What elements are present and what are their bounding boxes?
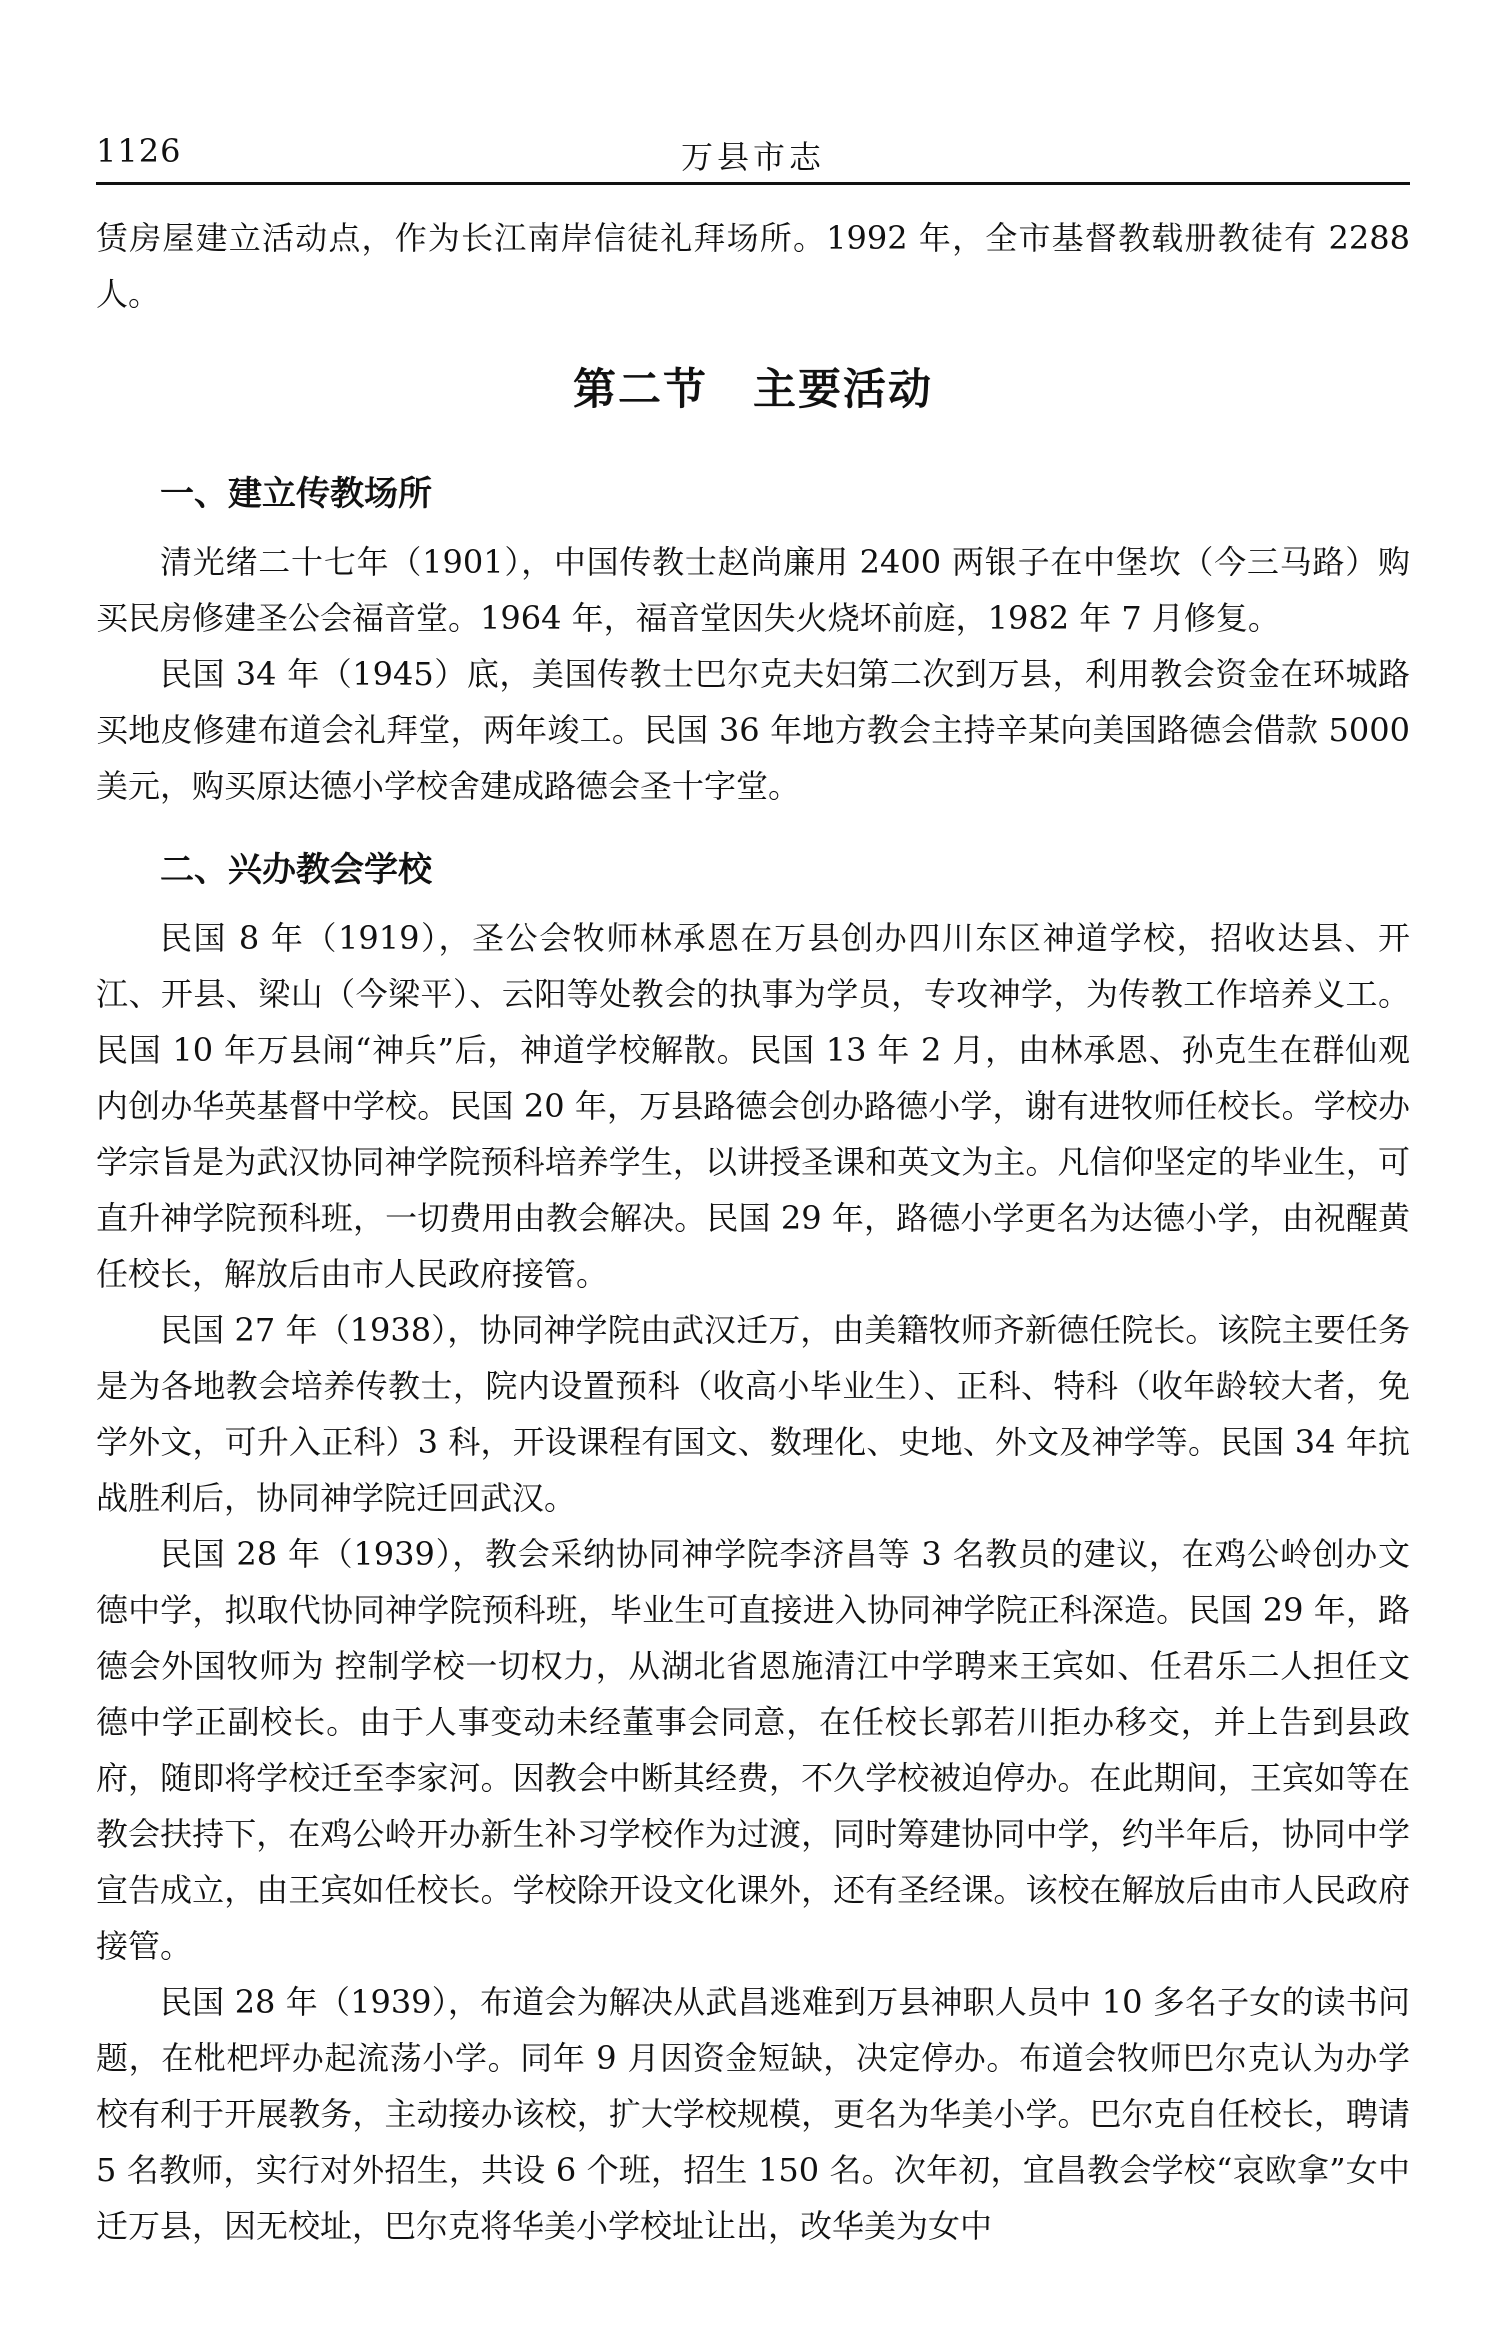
paragraph: 民国 28 年（1939），布道会为解决从武昌逃难到万县神职人员中 10 多名子女的读书问题，在枇杷坪办起流荡小学。同年 9 月因资金短缺，决定停办。布道会牧师巴尔克认为办学校有利于开展教务，主动接办该校，扩大学校规模，更名为华美小学。巴尔克自任校长，聘请 5 名教师，实行对外招生，共设 6 个班，招生 150 名。次年初，宜昌教会学校“哀欧拿”女中迁万县，因无校址，巴尔克将华美小学校址让出，改华美为女中 bbox=[96, 1983, 1410, 2245]
page-content bbox=[96, 210, 1410, 2254]
paragraph: 民国 34 年（1945）底，美国传教士巴尔克夫妇第二次到万县，利用教会资金在环城路买地皮修建布道会礼拜堂，两年竣工。民国 36 年地方教会主持辛某向美国路德会借款 5000 美元，购买原达德小学校舍建成路德会圣十字堂。 bbox=[96, 655, 1410, 805]
subsection-heading: 二、兴办教会学校 bbox=[160, 850, 432, 890]
paragraph: 民国 28 年（1939），教会采纳协同神学院李济昌等 3 名教员的建议，在鸡公岭创办文德中学，拟取代协同神学院预科班，毕业生可直接进入协同神学院正科深造。民国 29 年，路德会外国牧师为 控制学校一切权力，从湖北省恩施清江中学聘来王宾如、任君乐二人担任文德中学正副校长。由于人事变动未经董事会同意，在任校长郭若川拒办移交，并上告到县政府，随即将学校迁至李家河。因教会中断其经费，不久学校被迫停办。在此期间，王宾如等在教会扶持下，在鸡公岭开办新生补习学校作为过渡，同时筹建协同中学，约半年后，协同中学宣告成立，由王宾如任校长。学校除开设文化课外，还有圣经课。该校在解放后由市人民政府接管。 bbox=[96, 1535, 1410, 1965]
paragraph: 清光绪二十七年（1901），中国传教士赵尚廉用 2400 两银子在中堡坎（今三马路）购买民房修建圣公会福音堂。1964 年，福音堂因失火烧坏前庭，1982 年 7 月修复。 bbox=[96, 543, 1410, 637]
page-header bbox=[96, 132, 1410, 182]
subsection-heading: 一、建立传教场所 bbox=[160, 474, 432, 514]
continuation-paragraph: 赁房屋建立活动点，作为长江南岸信徒礼拜场所。1992 年，全市基督教载册教徒有 2288 人。 bbox=[96, 219, 1410, 313]
header-rule bbox=[96, 182, 1410, 185]
page-number: 1126 bbox=[96, 132, 182, 170]
paragraph: 民国 8 年（1919），圣公会牧师林承恩在万县创办四川东区神道学校，招收达县、开江、开县、梁山（今梁平）、云阳等处教会的执事为学员，专攻神学，为传教工作培养义工。民国 10 年万县闹“神兵”后，神道学校解散。民国 13 年 2 月，由林承恩、孙克生在群仙观内创办华英基督中学校。民国 20 年，万县路德会创办路德小学，谢有进牧师任校长。学校办学宗旨是为武汉协同神学院预科培养学生，以讲授圣课和英文为主。凡信仰坚定的毕业生，可直升神学院预科班，一切费用由教会解决。民国 29 年，路德小学更名为达德小学，由祝醒黄任校长，解放后由市人民政府接管。 bbox=[96, 919, 1410, 1293]
running-title: 万县市志 bbox=[680, 138, 825, 176]
section-title: 第二节 主要活动 bbox=[573, 365, 933, 415]
paragraph: 民国 27 年（1938），协同神学院由武汉迁万，由美籍牧师齐新德任院长。该院主要任务是为各地教会培养传教士，院内设置预科（收高小毕业生）、正科、特科（收年龄较大者，免学外文，可升入正科）3 科，开设课程有国文、数理化、史地、外文及神学等。民国 34 年抗战胜利后，协同神学院迁回武汉。 bbox=[96, 1311, 1410, 1517]
